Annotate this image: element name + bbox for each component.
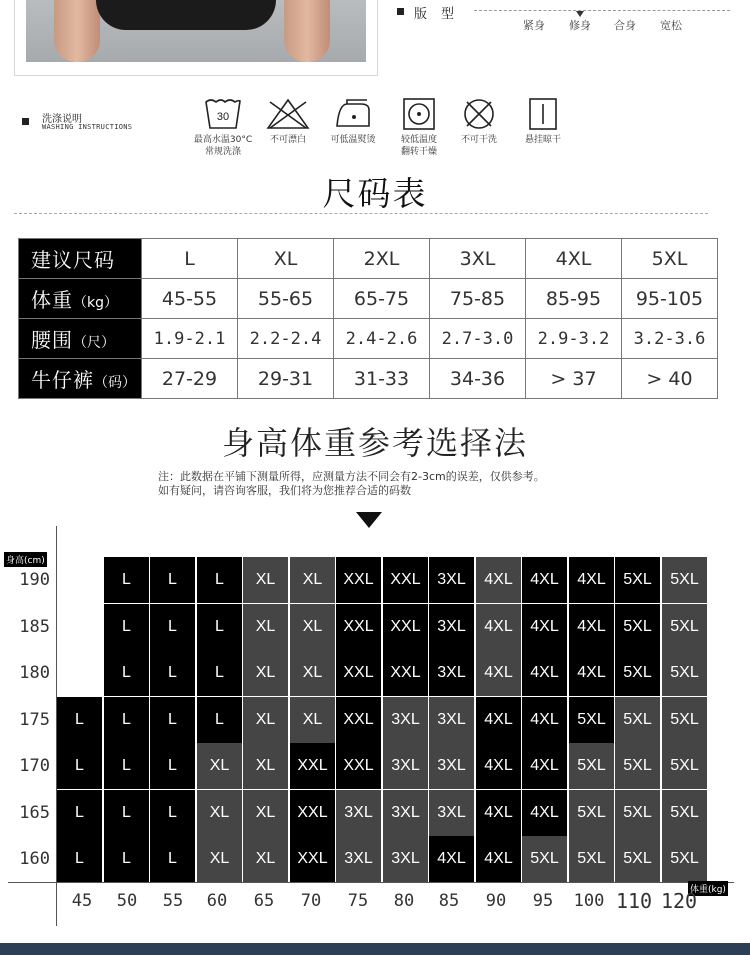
size-grid-cell: XXL bbox=[383, 604, 428, 650]
x-tick-label: 120 bbox=[660, 889, 698, 913]
size-row-weight bbox=[19, 279, 718, 319]
size-cell: 45-55 bbox=[142, 279, 238, 319]
size-grid-cell: 5XL bbox=[615, 790, 660, 836]
size-grid-cell: 5XL bbox=[569, 743, 614, 789]
size-grid-cell: XXL bbox=[290, 790, 335, 836]
size-grid-cell: 5XL bbox=[662, 836, 707, 882]
size-grid-cell: 4XL bbox=[476, 743, 521, 789]
y-tick-label: 175 bbox=[19, 710, 50, 730]
size-cell: 29-31 bbox=[238, 359, 334, 399]
y-tick-label: 165 bbox=[19, 803, 50, 823]
wash-tub-30-icon bbox=[203, 98, 243, 130]
size-cell: 34-36 bbox=[430, 359, 526, 399]
size-grid-cell: L bbox=[104, 604, 149, 650]
size-grid-cell: XL bbox=[243, 836, 288, 882]
washing-bullet bbox=[22, 118, 29, 125]
x-tick-label: 65 bbox=[253, 891, 275, 911]
row-header: 体重（kg） bbox=[19, 279, 142, 319]
size-grid-cell: L bbox=[197, 697, 242, 743]
y-tick-label: 180 bbox=[19, 663, 50, 683]
size-cell: 55-65 bbox=[238, 279, 334, 319]
wash-caption-5: 不可干洗 bbox=[460, 135, 497, 145]
size-grid-cell: 4XL bbox=[476, 557, 521, 603]
x-axis-unit: 体重(kg) bbox=[688, 881, 728, 896]
size-cell: XL bbox=[238, 239, 334, 279]
size-grid-cell: 5XL bbox=[615, 743, 660, 789]
size-cell: 2.4-2.6 bbox=[334, 319, 430, 359]
size-cell: > 37 bbox=[526, 359, 622, 399]
size-cell: 27-29 bbox=[142, 359, 238, 399]
size-grid-cell: L bbox=[150, 743, 195, 789]
size-grid-cell: XL bbox=[290, 697, 335, 743]
size-cell: > 40 bbox=[622, 359, 718, 399]
model-leg-left bbox=[54, 0, 100, 62]
size-grid-cell: XL bbox=[197, 836, 242, 882]
size-grid-cell: 3XL bbox=[429, 557, 474, 603]
size-cell: 3.2-3.6 bbox=[622, 319, 718, 359]
wash-caption-3: 可低温熨烫 bbox=[330, 135, 376, 145]
size-cell: L bbox=[142, 239, 238, 279]
size-grid-cell: 3XL bbox=[336, 836, 381, 882]
size-grid-cell: L bbox=[104, 743, 149, 789]
footer-bar bbox=[0, 943, 750, 955]
fit-option-tight: 紧身 bbox=[523, 19, 545, 32]
size-grid-cell bbox=[57, 604, 102, 650]
size-cell: 4XL bbox=[526, 239, 622, 279]
size-grid-cell: L bbox=[57, 697, 102, 743]
product-photo bbox=[26, 0, 366, 62]
size-grid-cell: 5XL bbox=[569, 790, 614, 836]
size-grid-cell: 3XL bbox=[383, 697, 428, 743]
y-axis-unit: 身高(cm) bbox=[4, 552, 47, 567]
size-grid-cell: 5XL bbox=[615, 836, 660, 882]
size-grid-cell: 3XL bbox=[429, 697, 474, 743]
size-grid-cell: 3XL bbox=[336, 790, 381, 836]
size-grid-cell: XL bbox=[290, 557, 335, 603]
size-grid-cell: L bbox=[197, 557, 242, 603]
x-tick-label: 100 bbox=[573, 891, 605, 911]
size-grid-cell: 3XL bbox=[429, 650, 474, 696]
size-grid-cell: XXL bbox=[336, 743, 381, 789]
size-grid-cell: XXL bbox=[336, 650, 381, 696]
size-grid-cell: XL bbox=[243, 604, 288, 650]
size-grid-cell: 3XL bbox=[429, 743, 474, 789]
size-grid-cell: 5XL bbox=[615, 604, 660, 650]
fit-scale-line bbox=[474, 10, 730, 11]
size-grid-cell bbox=[57, 650, 102, 696]
size-grid-cell: 3XL bbox=[383, 743, 428, 789]
x-tick-label: 50 bbox=[116, 891, 138, 911]
size-grid-cell bbox=[57, 557, 102, 603]
fit-bullet bbox=[397, 8, 404, 15]
model-leg-right bbox=[284, 0, 330, 62]
size-grid-cell: XXL bbox=[383, 650, 428, 696]
washing-title: 洗涤说明 bbox=[42, 114, 82, 125]
size-cell: 75-85 bbox=[430, 279, 526, 319]
x-tick-label: 45 bbox=[71, 891, 93, 911]
arrow-down-icon bbox=[356, 512, 382, 528]
size-grid-cell: L bbox=[104, 836, 149, 882]
size-grid-cell: L bbox=[150, 650, 195, 696]
note-line-2: 如有疑问，请咨询客服，我们将为您推荐合适的码数 bbox=[158, 484, 411, 497]
size-grid-cell: 5XL bbox=[662, 604, 707, 650]
tumble-dry-low-icon bbox=[402, 98, 436, 130]
size-grid-cell: L bbox=[197, 650, 242, 696]
size-row-waist bbox=[19, 319, 718, 359]
size-grid-cell: 5XL bbox=[522, 836, 567, 882]
size-grid-cell: L bbox=[150, 604, 195, 650]
size-grid-cell: XL bbox=[243, 790, 288, 836]
size-grid-cell: 4XL bbox=[522, 604, 567, 650]
size-grid-cell: L bbox=[104, 697, 149, 743]
size-grid-cell: XL bbox=[197, 743, 242, 789]
size-grid-cell: 4XL bbox=[569, 604, 614, 650]
x-tick-label: 85 bbox=[438, 891, 460, 911]
size-cell: 2XL bbox=[334, 239, 430, 279]
size-grid-cell: 5XL bbox=[615, 650, 660, 696]
y-tick-label: 190 bbox=[19, 570, 50, 590]
row-header: 腰围（尺） bbox=[19, 319, 142, 359]
size-grid-cell: 4XL bbox=[476, 836, 521, 882]
x-tick-label: 55 bbox=[162, 891, 184, 911]
size-grid-cell: L bbox=[150, 790, 195, 836]
y-tick-label: 170 bbox=[19, 756, 50, 776]
size-grid-cell: XL bbox=[243, 697, 288, 743]
size-chart-title: 尺码表 bbox=[322, 174, 428, 213]
size-grid-cell: 5XL bbox=[662, 557, 707, 603]
wash-caption-6: 悬挂晾干 bbox=[524, 135, 561, 145]
size-cell: 3XL bbox=[430, 239, 526, 279]
size-row-jeans bbox=[19, 359, 718, 399]
size-grid-cell: XXL bbox=[290, 743, 335, 789]
wash-temp-label: 30 bbox=[216, 111, 230, 123]
x-tick-label: 95 bbox=[532, 891, 554, 911]
size-grid-cell: 4XL bbox=[476, 697, 521, 743]
size-grid-cell: 3XL bbox=[429, 790, 474, 836]
x-axis-line bbox=[8, 882, 734, 883]
note-line-1: 注：此数据在平铺下测量所得，应测量方法不同会有2-3cm的误差，仅供参考。 bbox=[158, 470, 545, 483]
size-grid-cell: XXL bbox=[290, 836, 335, 882]
size-cell: 2.2-2.4 bbox=[238, 319, 334, 359]
size-grid-cell: 4XL bbox=[476, 650, 521, 696]
size-grid-cell: L bbox=[197, 604, 242, 650]
size-grid-cell: L bbox=[150, 557, 195, 603]
size-grid-cell: L bbox=[104, 790, 149, 836]
no-dry-clean-icon bbox=[462, 98, 496, 130]
fit-option-slim: 修身 bbox=[569, 19, 591, 32]
size-grid-cell: XL bbox=[197, 790, 242, 836]
size-grid-cell: 3XL bbox=[429, 604, 474, 650]
row-header: 牛仔裤（码） bbox=[19, 359, 142, 399]
size-grid-cell: XL bbox=[243, 650, 288, 696]
wash-caption-4: 较低温度 翻转干燥 bbox=[400, 135, 437, 157]
size-cell: 1.9-2.1 bbox=[142, 319, 238, 359]
fit-option-regular: 合身 bbox=[614, 19, 636, 32]
size-grid-cell: 4XL bbox=[569, 557, 614, 603]
size-grid-cell: 4XL bbox=[476, 790, 521, 836]
washing-subtitle: WASHING INSTRUCTIONS bbox=[42, 123, 133, 131]
size-cell: 2.7-3.0 bbox=[430, 319, 526, 359]
size-grid-cell: 4XL bbox=[522, 557, 567, 603]
size-grid-cell: 4XL bbox=[522, 697, 567, 743]
size-grid-cell: XL bbox=[243, 743, 288, 789]
row-header: 建议尺码 bbox=[19, 239, 142, 279]
size-grid-cell: 4XL bbox=[429, 836, 474, 882]
size-table bbox=[18, 238, 718, 399]
size-grid-cell: 5XL bbox=[569, 836, 614, 882]
size-grid-cell: 5XL bbox=[569, 697, 614, 743]
size-cell: 95-105 bbox=[622, 279, 718, 319]
size-grid-cell: 4XL bbox=[522, 743, 567, 789]
x-tick-label: 60 bbox=[206, 891, 228, 911]
size-grid-cell: XXL bbox=[336, 604, 381, 650]
size-grid-cell: 5XL bbox=[662, 697, 707, 743]
line-dry-icon bbox=[528, 98, 558, 130]
size-grid-cell: XL bbox=[290, 604, 335, 650]
title-divider bbox=[14, 213, 708, 214]
size-cell: 85-95 bbox=[526, 279, 622, 319]
size-grid-cell: L bbox=[57, 790, 102, 836]
size-grid-cell: XL bbox=[243, 557, 288, 603]
size-grid-cell: 3XL bbox=[383, 790, 428, 836]
x-tick-label: 75 bbox=[347, 891, 369, 911]
height-weight-title: 身高体重参考选择法 bbox=[221, 424, 528, 462]
size-grid-cell: 4XL bbox=[476, 604, 521, 650]
x-tick-label: 70 bbox=[300, 891, 322, 911]
size-grid-cell: 5XL bbox=[662, 790, 707, 836]
no-bleach-icon bbox=[266, 98, 310, 130]
x-tick-label: 110 bbox=[615, 889, 653, 913]
size-cell: 65-75 bbox=[334, 279, 430, 319]
y-tick-label: 160 bbox=[19, 849, 50, 869]
size-cell: 5XL bbox=[622, 239, 718, 279]
size-grid-cell: 4XL bbox=[569, 650, 614, 696]
x-tick-label: 90 bbox=[485, 891, 507, 911]
size-grid-cell: 4XL bbox=[522, 650, 567, 696]
size-grid-cell: XXL bbox=[383, 557, 428, 603]
size-grid-cell: L bbox=[150, 836, 195, 882]
size-grid-cell: 4XL bbox=[522, 790, 567, 836]
x-tick-label: 80 bbox=[393, 891, 415, 911]
size-grid-cell: 5XL bbox=[615, 557, 660, 603]
model-briefs bbox=[96, 0, 276, 30]
size-cell: 2.9-3.2 bbox=[526, 319, 622, 359]
size-grid-cell: 3XL bbox=[383, 836, 428, 882]
size-grid-cell: XXL bbox=[336, 697, 381, 743]
fit-option-loose: 宽松 bbox=[660, 19, 682, 32]
iron-low-icon bbox=[333, 98, 373, 130]
size-grid-cell: L bbox=[104, 650, 149, 696]
fit-label: 版型 bbox=[414, 7, 469, 22]
y-tick-label: 185 bbox=[19, 617, 50, 637]
size-grid-cell: L bbox=[57, 836, 102, 882]
size-grid-cell: 5XL bbox=[615, 697, 660, 743]
size-grid-cell: XXL bbox=[336, 557, 381, 603]
wash-caption-1: 最高水温30°C 常规洗涤 bbox=[193, 135, 253, 157]
size-grid-cell: 5XL bbox=[662, 743, 707, 789]
wash-caption-2: 不可漂白 bbox=[269, 135, 306, 145]
size-grid-cell: L bbox=[57, 743, 102, 789]
size-grid-cell: L bbox=[104, 557, 149, 603]
size-grid-cell: XL bbox=[290, 650, 335, 696]
size-grid-cell: 5XL bbox=[662, 650, 707, 696]
size-row-recommended bbox=[19, 239, 718, 279]
size-cell: 31-33 bbox=[334, 359, 430, 399]
size-grid-cell: L bbox=[150, 697, 195, 743]
